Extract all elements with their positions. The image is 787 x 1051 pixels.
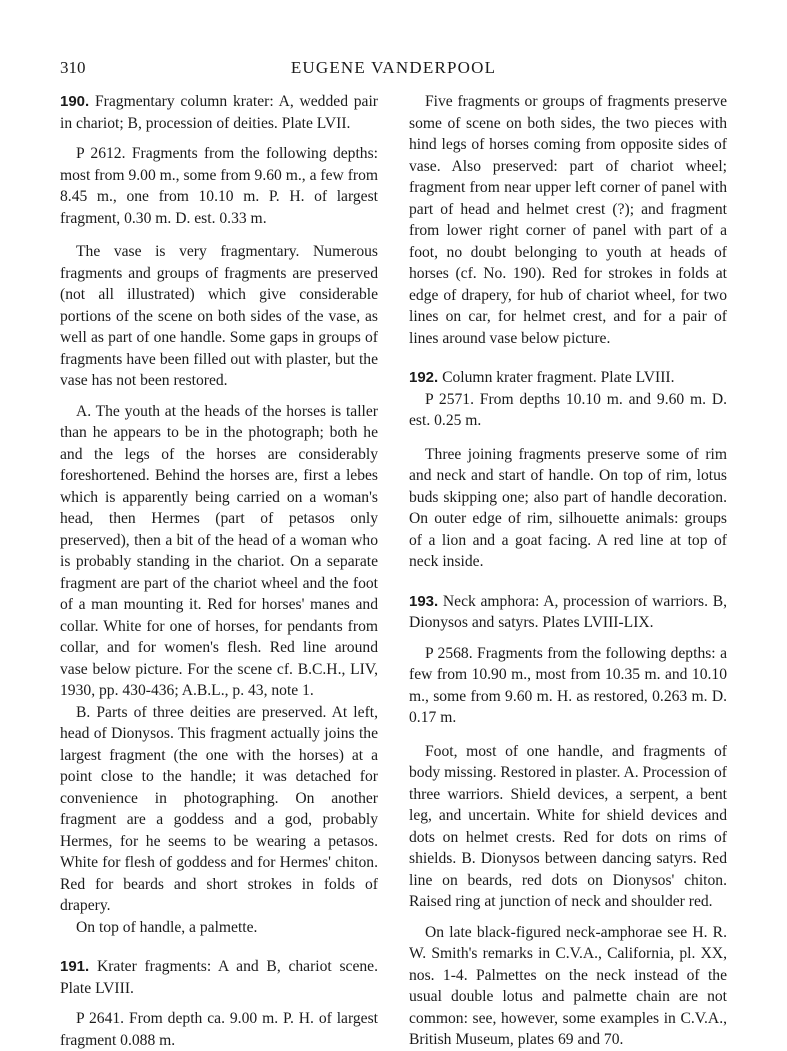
entry-measurements: P 2612. Fragments from the following depths: most from 9.00 m., some from 9.60 m., a few from 8.45 m., one from 10.10 m. P. H. of largest fragment, 0.30 m. D. est. 0.33 m. [60, 145, 378, 227]
entry-paragraph: The vase is very fragmentary. Numerous fragments and groups of fragments are preserved (not all illustrated) which give considerable portions of the scene on both sides of the vase, as well as part of one handle. Some gaps in groups of fragments have been filled out with plaster, but the vase has not been restored. [60, 243, 378, 389]
entry-title [409, 591, 727, 634]
entry-measurements: P 2571. From depths 10.10 m. and 9.60 m. D. est. 0.25 m. [409, 390, 727, 429]
right-column [409, 91, 727, 1051]
entry-title-text: Neck amphora: A, procession of warriors. B, Dionysos and satyrs. Plates LVIII-LIX. [409, 592, 727, 631]
page-number: 310 [60, 58, 86, 77]
entry-number: 190. [60, 93, 90, 110]
catalogue-entry-191 [60, 956, 378, 1051]
left-column [60, 91, 378, 1051]
catalogue-entry-193 [409, 591, 727, 1051]
entry-measurements: P 2641. From depth ca. 9.00 m. P. H. of largest fragment 0.088 m. [60, 1010, 378, 1049]
page-header [0, 58, 787, 82]
running-head: EUGENE VANDERPOOL [290, 58, 497, 77]
entry-paragraph: B. Parts of three deities are preserved. At left, head of Dionysos. This fragment actually joins the largest fragment (the one with the horses) at a point close to the handle; it was detached for convenience in photographing. On another fragment are a goddess and a god, probably Hermes, for he seems to be wearing a petasos. White for flesh of goddess and for Hermes' chiton. Red for beards and short strokes in folds of drapery. [60, 703, 378, 914]
catalogue-entry-192 [409, 367, 727, 573]
entry-title-text: Krater fragments: A and B, chariot scene. Plate LVIII. [60, 958, 378, 997]
entry-title [60, 91, 378, 134]
entry-paragraph: On late black-figured neck-amphorae see H. R. W. Smith's remarks in C.V.A., California, pl. XX, nos. 1-4. Palmettes on the neck instead of the usual double lotus and palmette chain are not common: see, however, some examples in C.V.A., British Museum, plates 69 and 70. [409, 923, 727, 1048]
entry-number: 191. [60, 958, 90, 975]
entry-paragraph: Foot, most of one handle, and fragments of body missing. Restored in plaster. A. Procession of three warriors. Shield devices, a serpent, a bent leg, and uncertain. White for shield devices and dots on helmet crests. Red for dots on rims of shields. B. Dionysos between dancing satyrs. Red line on beards, red dots on Dionysos' chiton. Raised ring at junction of neck and shoulder red. [409, 742, 727, 910]
entry-title-text: Fragmentary column krater: A, wedded pair in chariot; B, procession of deities. Plate LVII. [60, 93, 379, 132]
entry-number: 192. [409, 369, 439, 386]
catalogue-entry-191-continued [409, 91, 727, 349]
entry-paragraph: Three joining fragments preserve some of rim and neck and start of handle. On top of rim, lotus buds skipping one; also part of handle decoration. On outer edge of rim, silhouette animals: groups of a lion and a goat facing. A red line at top of neck inside. [409, 445, 727, 570]
catalogue-entry-190 [60, 91, 378, 938]
entry-paragraph: Five fragments or groups of fragments preserve some of scene on both sides, the two pieces with hind legs of horses coming from opposite sides of vase. Also preserved: part of chariot wheel; fragment from near upper left corner of panel with part of head and helmet crest (?); and fragment from lower right corner of panel with part of a foot, no doubt belonging to youth at heads of horses (cf. No. 190). Red for strokes in folds at edge of drapery, for hub of chariot wheel, for two lines on car, for helmet crest, and for a pair of lines around vase below picture. [409, 93, 727, 347]
entry-number: 193. [409, 592, 439, 610]
entry-title [409, 367, 727, 389]
entry-paragraph: On top of handle, a palmette. [76, 918, 258, 936]
entry-measurements: P 2568. Fragments from the following depths: a few from 10.90 m., most from 10.35 m. and 10.10 m., some from 9.60 m. H. as restored, 0.263 m. D. 0.17 m. [409, 644, 727, 726]
entry-title-text: Column krater fragment. Plate LVIII. [442, 369, 675, 386]
entry-paragraph: A. The youth at the heads of the horses is taller than he appears to be in the photograph; both he and the legs of the horses are considerably foreshortened. Behind the horses are, first a lebes which is apparently being carried on a woman's head, then Hermes (part of petasos only preserved), then a bit of the head of a woman who is probably standing in the chariot. On a separate fragment are part of the chariot wheel and the foot of a man mounting it. Red for horses' manes and collar. White for one of horses, for pendants from collar, and for women's flesh. Red line around vase below picture. For the scene cf. B.C.H., LIV, 1930, pp. 430-436; A.B.L., p. 43, note 1. [60, 402, 378, 699]
entry-title [60, 956, 378, 999]
